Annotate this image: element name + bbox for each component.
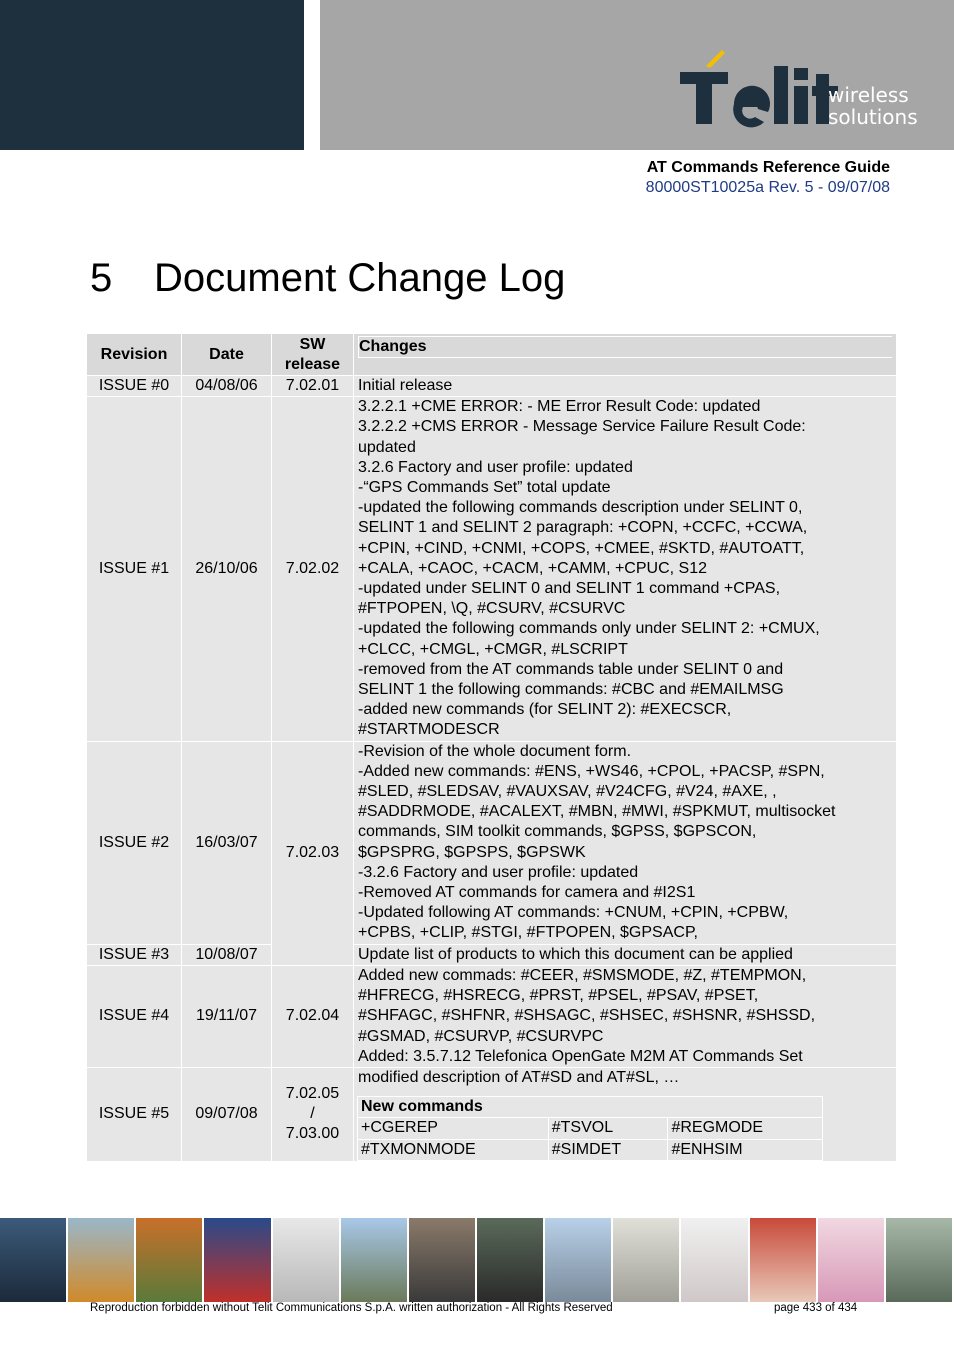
sw-release-cell: 7.02.04 [272,965,354,1067]
photo-tile [818,1218,886,1302]
svg-text:wireless: wireless [828,83,909,107]
photo-tile [204,1218,272,1302]
table-row [87,376,897,397]
date-cell: 16/03/07 [182,741,272,944]
table-row [358,1118,823,1139]
revision-cell: ISSUE #4 [87,965,182,1067]
photo-tile [613,1218,681,1302]
date-cell: 09/07/08 [182,1067,272,1161]
revision-cell: ISSUE #0 [87,376,182,397]
new-commands-table [357,1096,823,1161]
new-commands-title: New commands [358,1097,823,1118]
table-row [87,944,897,965]
svg-text:solutions: solutions [828,105,918,129]
header-revision: Revision [87,334,182,376]
change-log-table [86,333,897,1162]
command-cell: +CGEREP [358,1118,549,1139]
header-changes: Changes [354,334,897,376]
section-number: 5 [90,256,113,300]
table-header-row [87,334,897,376]
header-date: Date [182,334,272,376]
revision-cell: ISSUE #1 [87,397,182,741]
revision-cell: ISSUE #3 [87,944,182,965]
sw-release-cell: 7.02.03 [272,741,354,965]
table-row [87,1067,897,1161]
changes-cell: -Revision of the whole document form. -Added new commands: #ENS, +WS46, +CPOL, +PACSP, #SPN, #SLED, #SLEDSAV, #VAUXSAV, #V24CFG, #V24, #AXE, , #SADDRMODE, #ACALEXT, #MBN, #MWI, #SPKMUT, multisocket commands, SIM toolkit commands, $GPSS, $GPSCON, $GPSPRG, $GPSPS, $GPSWK -3.2.6 Factory and user profile: updated -Removed AT commands for camera and #I2S1 -Updated following AT commands: +CNUM, +CPIN, +CPBW, +CPBS, +CLIP, #STGI, #FTPOPEN, $GPSACP, [354,741,897,944]
photo-tile [545,1218,613,1302]
date-cell: 19/11/07 [182,965,272,1067]
section-heading [90,256,565,301]
photo-tile [409,1218,477,1302]
photo-tile [750,1218,818,1302]
sw-release-cell: 7.02.01 [272,376,354,397]
section-title: Document Change Log [154,256,566,300]
footer-photo-strip [0,1218,954,1302]
sw-release-cell: 7.02.02 [272,397,354,741]
table-row [87,965,897,1067]
footer-notice: Reproduction forbidden without Telit Communications S.p.A. written authorization - All Rights Reserved [90,1302,613,1314]
photo-tile [477,1218,545,1302]
page-number: page 433 of 434 [774,1302,858,1314]
command-cell: #TSVOL [548,1118,668,1139]
table-row [87,741,897,944]
guide-title: AT Commands Reference Guide [646,159,890,176]
header-sw-release: SW release [272,334,354,376]
changes-cell: Initial release [354,376,897,397]
sw-release-cell: 7.02.05 / 7.03.00 [272,1067,354,1161]
command-cell: #TXMONMODE [358,1139,549,1160]
photo-tile [0,1218,68,1302]
photo-tile [68,1218,136,1302]
command-cell: #SIMDET [548,1139,668,1160]
revision-cell: ISSUE #2 [87,741,182,944]
header-dark-panel [0,0,304,150]
photo-tile [681,1218,749,1302]
command-cell: #ENHSIM [668,1139,823,1160]
telit-logo [672,46,932,132]
table-row [87,397,897,741]
footer [90,1302,870,1314]
revision-cell: ISSUE #5 [87,1067,182,1161]
guide-revision: 80000ST10025a Rev. 5 - 09/07/08 [645,179,890,196]
photo-tile [886,1218,954,1302]
date-cell: 04/08/06 [182,376,272,397]
photo-tile [341,1218,409,1302]
changes-cell: Update list of products to which this document can be applied [354,944,897,965]
changes-cell: 3.2.2.1 +CME ERROR: - ME Error Result Code: updated 3.2.2.2 +CMS ERROR - Message Service Failure Result Code: updated 3.2.6 Factory and user profile: updated -“GPS Commands Set” total update -updated the following commands description under SELINT 0, SELINT 1 and SELINT 2 paragraph: +COPN, +CCFC, +CCWA, +CPIN, +CIND, +CNMI, +COPS, +CMEE, #SKTD, #AUTOATT, +CALA, +CAOC, +CACM, +CAMM, +CPUC, S12 -updated under SELINT 0 and SELINT 1 command +CPAS, #FTPOPEN, \Q, #CSURV, #CSURVC -updated the following commands only under SELINT 2: +CMUX, +CLCC, +CMGL, +CMGR, #LSCRIPT -removed from the AT commands table under SELINT 0 and SELINT 1 the following commands: #CBC and #EMAILMSG -added new commands (for SELINT 2): #EXECSCR, #STARTMODESCR [354,397,897,741]
changes-cell: modified description of AT#SD and AT#SL, … New commands +CGEREP #TSVOL #REGMODE #TXMONMODE #SIMDET #ENHSIM [354,1067,897,1161]
date-cell: 26/10/06 [182,397,272,741]
photo-tile [136,1218,204,1302]
command-cell: #REGMODE [668,1118,823,1139]
changes-cell: Added new commads: #CEER, #SMSMODE, #Z, #TEMPMON, #HFRECG, #HSRECG, #PRST, #PSEL, #PSAV, #PSET, #SHFAGC, #SHFNR, #SHSAGC, #SHSEC, #SHSNR, #SHSSD, #GSMAD, #CSURVP, #CSURVPC Added: 3.5.7.12 Telefonica OpenGate M2M AT Commands Set [354,965,897,1067]
table-row [358,1139,823,1160]
photo-tile [273,1218,341,1302]
date-cell: 10/08/07 [182,944,272,965]
